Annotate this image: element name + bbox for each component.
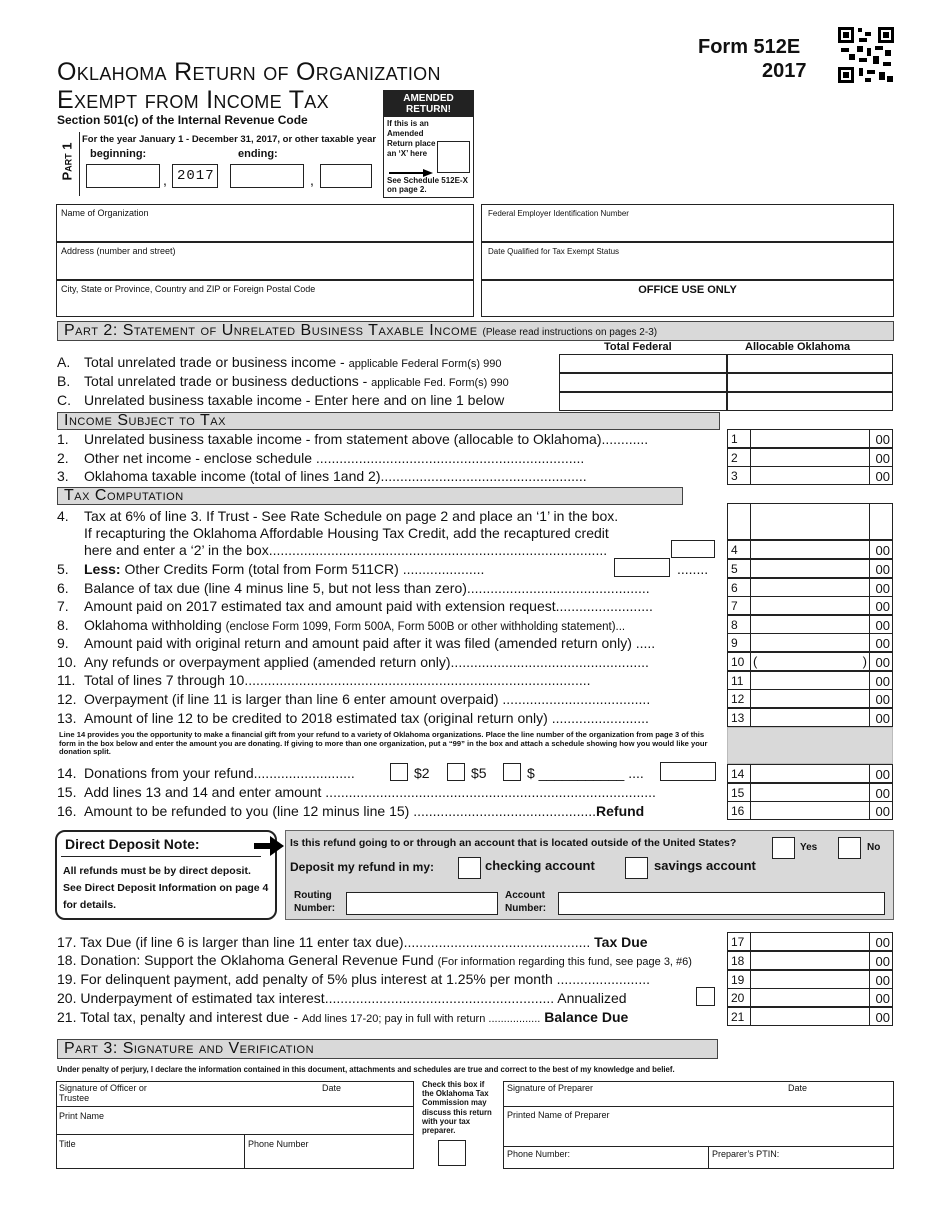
amended-return-box [383, 90, 474, 198]
donation-5-checkbox[interactable] [447, 763, 465, 781]
form-title-line1: Oklahoma Return of Organization [57, 58, 441, 86]
printed-preparer-label: Printed Name of Preparer [507, 1110, 610, 1120]
line-15-amount[interactable]: 15 00 [727, 783, 893, 802]
ending-year-input[interactable] [320, 164, 372, 188]
beginning-label: beginning: [90, 148, 147, 160]
line-c-federal-input[interactable] [559, 392, 727, 411]
beginning-date-input[interactable] [86, 164, 160, 188]
line-3-amount[interactable]: 3 00 [727, 466, 893, 485]
donation-org-input[interactable] [660, 762, 716, 781]
line-14-amount[interactable]: 14 00 [727, 764, 893, 783]
direct-deposit-title: Direct Deposit Note: [65, 836, 200, 852]
print-name-label: Print Name [59, 1111, 105, 1121]
amended-instructions: If this is an Amended Return place an ‘X’ here [387, 119, 436, 158]
phone-number-label: Phone Number [248, 1139, 309, 1149]
line-4-code-input[interactable] [671, 540, 715, 558]
line-5-dots: ........ [677, 561, 709, 577]
foreign-yes-checkbox[interactable] [772, 837, 795, 859]
line-17-amount[interactable]: 17 00 [727, 932, 893, 951]
line-19: 19. For delinquent payment, add penalty of 5% plus interest at 1.25% per month ........................ [57, 971, 650, 987]
officer-signature-input[interactable] [58, 1096, 318, 1104]
line-14-note: Line 14 provides you the opportunity to make a financial gift from your refund to a variety of Oklahoma organizations. Place the line number of the organization from page 3 of this form in the box below and enter the amount you are donating. If giving to more than one organization, put a “99” in the box and attach a schedule showing how you would like your donation split. [59, 730, 708, 757]
org-name-label: Name of Organization [61, 208, 149, 218]
line-7-amount[interactable]: 7 00 [727, 596, 893, 615]
col-allocable-oklahoma: Allocable Oklahoma [745, 341, 851, 353]
tax-computation-header: Tax Computation [57, 487, 683, 505]
preparer-signature-label: Signature of Preparer [507, 1083, 594, 1093]
line-20: 20. Underpayment of estimated tax interest........................................................... Annualized [57, 990, 627, 1006]
line-1-amount[interactable]: 1 00 [727, 429, 893, 448]
deposit-info-panel [285, 830, 894, 920]
amended-checkbox[interactable] [437, 141, 470, 173]
line-9-amount[interactable]: 9 00 [727, 633, 893, 652]
checking-account-checkbox[interactable] [458, 857, 481, 879]
direct-deposit-note [55, 830, 277, 920]
line-6-amount[interactable]: 6 00 [727, 578, 893, 597]
savings-account-checkbox[interactable] [625, 857, 648, 879]
line-10: 10. Any refunds or overpayment applied (amended return only)................................................... [57, 654, 649, 670]
line-a-oklahoma-input[interactable] [727, 354, 893, 373]
amended-title: AMENDED RETURN! [384, 91, 473, 117]
ending-label: ending: [238, 148, 278, 160]
line-14: 14. Donations from your refund.......................... [57, 765, 355, 781]
line-b-federal-input[interactable] [559, 373, 727, 392]
deposit-my-refund-label: Deposit my refund in my: [290, 860, 435, 874]
officer-date-label: Date [322, 1083, 342, 1093]
perjury-statement: Under penalty of perjury, I declare the information contained in this document, attachments and schedules are true and correct to the best of my knowledge and belief. [57, 1065, 675, 1074]
donation-other-label: $ ___________ .... [527, 765, 644, 781]
arrow-right-icon [254, 836, 284, 861]
line-13: 13. Amount of line 12 to be credited to 2018 estimated tax (original return only) ......................... [57, 710, 649, 726]
exempt-date-label: Date Qualified for Tax Exempt Status [488, 247, 620, 256]
line-17: 17. Tax Due (if line 6 is larger than line 11 enter tax due)................................................ Tax Due [57, 934, 648, 950]
donation-other-checkbox[interactable] [503, 763, 521, 781]
part2-header [57, 321, 894, 341]
line-8: 8. Oklahoma withholding (enclose Form 1099, Form 500A, Form 500B or other withholding statement)... [57, 617, 626, 633]
beginning-year-input[interactable]: 2017 [172, 164, 218, 188]
form-title-line2: Exempt from Income Tax [57, 86, 329, 114]
line-15: 15. Add lines 13 and 14 and enter amount ..................................................................................... [57, 784, 656, 800]
foreign-no-label: No [867, 842, 881, 853]
line-16-amount[interactable]: 16 00 [727, 801, 893, 820]
org-address-label: Address (number and street) [61, 246, 176, 256]
line-8-amount[interactable]: 8 00 [727, 615, 893, 634]
line-19-amount[interactable]: 19 00 [727, 970, 893, 989]
line-2: 2. Other net income - enclose schedule ..................................................................... [57, 450, 585, 466]
line-4-amount[interactable]: 4 00 [727, 540, 893, 559]
form-subtitle: Section 501(c) of the Internal Revenue Code [57, 113, 308, 127]
part1-year-text: For the year January 1 - December 31, 2017, or other taxable year [82, 134, 377, 145]
ending-date-input[interactable] [230, 164, 304, 188]
discuss-with-preparer-checkbox[interactable] [438, 1140, 466, 1166]
fein-field[interactable] [481, 204, 894, 242]
line-13-amount[interactable]: 13 00 [727, 708, 893, 727]
col-total-federal: Total Federal [604, 341, 672, 353]
preparer-ptin-label: Preparer’s PTIN: [712, 1149, 780, 1159]
title-label: Title [59, 1139, 76, 1149]
line-c-oklahoma-input[interactable] [727, 392, 893, 411]
line-18-amount[interactable]: 18 00 [727, 951, 893, 970]
line-3: 3. Oklahoma taxable income (total of lines 1and 2)..................................................... [57, 468, 587, 484]
qr-code [837, 26, 895, 84]
donation-5-label: $5 [471, 765, 487, 781]
part3-header: Part 3: Signature and Verification [57, 1039, 718, 1059]
org-address-field[interactable] [56, 242, 474, 280]
line-21: 21. Total tax, penalty and interest due - Add lines 17-20; pay in full with return ................. Balance Due [57, 1009, 629, 1025]
preparer-date-label: Date [788, 1083, 808, 1093]
line-12-amount[interactable]: 12 00 [727, 689, 893, 708]
line-11: 11. Total of lines 7 through 10......................................................................................... [57, 672, 591, 688]
part2-title: Part 2: Statement of Unrelated Business Taxable Income [64, 322, 478, 339]
comma-separator: , [163, 172, 167, 188]
amended-see-schedule: See Schedule 512E-X on page 2. [387, 176, 468, 194]
routing-number-input[interactable] [346, 892, 498, 915]
line-2-amount[interactable]: 2 00 [727, 448, 893, 467]
line-7: 7. Amount paid on 2017 estimated tax and amount paid with extension request......................... [57, 598, 653, 614]
comma-separator: , [310, 172, 314, 188]
part2-row-c: C. Unrelated business taxable income - Enter here and on line 1 below [57, 392, 505, 408]
account-number-label: Account Number: [505, 890, 547, 914]
foreign-yes-label: Yes [800, 842, 818, 853]
donation-2-label: $2 [414, 765, 430, 781]
foreign-no-checkbox[interactable] [838, 837, 861, 859]
office-use-box [481, 280, 894, 317]
fein-label: Federal Employer Identification Number [488, 209, 629, 218]
part2-row-a: A. Total unrelated trade or business income - applicable Federal Form(s) 990 [57, 354, 502, 370]
direct-deposit-body: All refunds must be by direct deposit. See Direct Deposit Information on page 4 for details. [63, 865, 269, 911]
form-number: Form 512E [698, 36, 801, 58]
org-name-field[interactable] [56, 204, 474, 242]
part2-note: (Please read instructions on pages 2-3) [482, 327, 658, 338]
line-b-oklahoma-input[interactable] [727, 373, 893, 392]
officer-signature-label: Signature of Officer or Trustee [59, 1083, 147, 1103]
part1-side-label: Part 1 [57, 132, 80, 196]
discuss-with-preparer-text: Check this box if the Oklahoma Tax Commission may discuss this return with your tax preparer. [422, 1080, 492, 1136]
savings-account-label: savings account [654, 858, 756, 873]
org-city-field[interactable] [56, 280, 474, 317]
line-9: 9. Amount paid with original return and amount paid after it was filed (amended return only) ..... [57, 635, 656, 651]
line-10-amount[interactable]: 10 00 ( ) [727, 652, 893, 671]
line-a-federal-input[interactable] [559, 354, 727, 373]
checking-account-label: checking account [485, 858, 595, 873]
line-14-shaded-area [727, 727, 893, 764]
foreign-account-question: Is this refund going to or through an account that is located outside of the United States? [290, 837, 737, 849]
line-16: 16. Amount to be refunded to you (line 12 minus line 15) ...............................................Refund [57, 803, 645, 819]
donation-2-checkbox[interactable] [390, 763, 408, 781]
income-subject-header: Income Subject to Tax [57, 412, 720, 430]
annualized-checkbox[interactable] [696, 987, 715, 1006]
line-4: 4. Tax at 6% of line 3. If Trust - See Rate Schedule on page 2 and place an ‘1’ in the box. [57, 508, 619, 524]
line-4-continued-2: here and enter a ‘2’ in the box....................................................................................... [84, 542, 608, 558]
line-20-amount[interactable]: 20 00 [727, 988, 893, 1007]
routing-number-label: Routing Number: [294, 890, 336, 914]
line-4-amount-extension [727, 503, 893, 540]
line-4-continued: If recapturing the Oklahoma Affordable Housing Tax Credit, add the recaptured credit [84, 525, 609, 541]
form-year: 2017 [762, 60, 807, 82]
office-use-label: OFFICE USE ONLY [638, 284, 737, 296]
line-5-credit-input[interactable] [614, 558, 670, 577]
line-18: 18. Donation: Support the Oklahoma General Revenue Fund (For information regarding this fund, see page 3, #6) [57, 952, 692, 968]
line-11-amount[interactable]: 11 00 [727, 671, 893, 690]
line-5: 5. Less: Other Credits Form (total from Form 511CR) ..................... [57, 561, 485, 577]
account-number-input[interactable] [558, 892, 885, 915]
preparer-phone-label: Phone Number: [507, 1149, 571, 1159]
org-city-label: City, State or Province, Country and ZIP or Foreign Postal Code [61, 284, 316, 294]
line-12: 12. Overpayment (if line 11 is larger than line 6 enter amount overpaid) ...................................... [57, 691, 651, 707]
exempt-date-field[interactable] [481, 242, 894, 280]
line-5-amount[interactable]: 5 00 [727, 559, 893, 578]
line-6: 6. Balance of tax due (line 4 minus line 5, but not less than zero)............................................... [57, 580, 650, 596]
line-21-amount[interactable]: 21 00 [727, 1007, 893, 1026]
part2-row-b: B. Total unrelated trade or business deductions - applicable Fed. Form(s) 990 [57, 373, 509, 389]
line-1: 1. Unrelated business taxable income - from statement above (allocable to Oklahoma)............ [57, 431, 649, 447]
